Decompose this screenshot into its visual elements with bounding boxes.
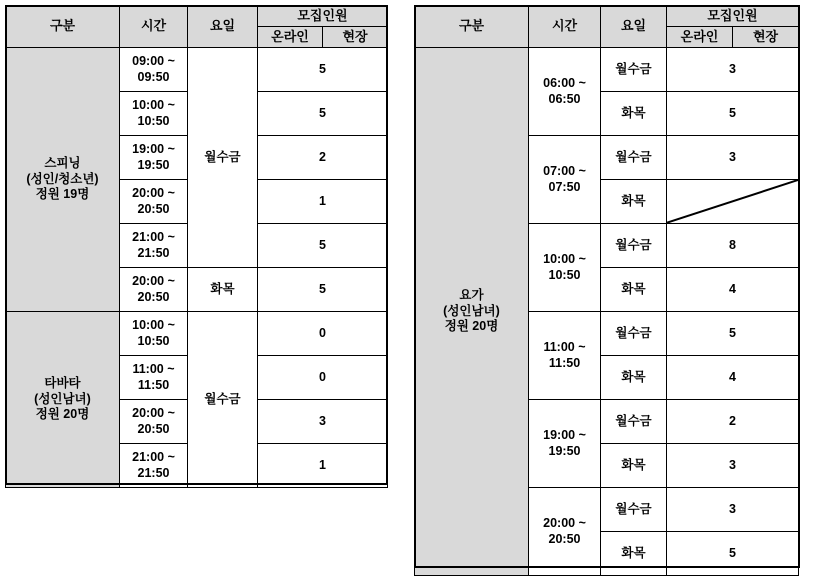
time-cell — [529, 48, 601, 136]
time-start: 20:00 ~ — [543, 515, 586, 530]
header-row-1 — [415, 6, 799, 27]
count-cell-unavailable — [667, 180, 799, 224]
right-schedule-table — [414, 5, 799, 576]
day-cell: 화목 — [601, 356, 667, 400]
header-day: 요일 — [188, 6, 258, 48]
group-name-line1: 스피닝 — [44, 156, 81, 171]
count-cell: 0 — [258, 312, 388, 356]
time-cell — [120, 180, 188, 224]
day-cell: 화목 — [601, 444, 667, 488]
time-end: 20:50 — [548, 531, 581, 546]
time-end: 11:50 — [137, 377, 170, 392]
time-start: 09:00 ~ — [132, 53, 175, 68]
time-end: 11:50 — [548, 355, 581, 370]
header-capacity: 모집인원 — [258, 6, 388, 27]
day-cell: 화목 — [601, 268, 667, 312]
time-end: 10:50 — [137, 113, 170, 128]
header-onsite: 현장 — [733, 27, 799, 48]
time-cell — [529, 312, 601, 400]
time-cell — [529, 400, 601, 488]
time-end: 19:50 — [548, 443, 581, 458]
group-name-line2: (성인남녀) — [34, 391, 91, 406]
time-start: 07:00 ~ — [543, 163, 586, 178]
count-cell: 4 — [667, 356, 799, 400]
time-start: 21:00 ~ — [132, 449, 175, 464]
time-start: 06:00 ~ — [543, 75, 586, 90]
time-cell — [120, 400, 188, 444]
count-cell: 3 — [667, 444, 799, 488]
time-cell — [120, 356, 188, 400]
time-start: 11:00 ~ — [543, 339, 586, 354]
time-cell — [120, 92, 188, 136]
time-start: 20:00 ~ — [132, 273, 175, 288]
count-cell: 2 — [667, 400, 799, 444]
time-end: 20:50 — [137, 421, 170, 436]
time-start: 10:00 ~ — [132, 97, 175, 112]
day-cell: 화목 — [601, 92, 667, 136]
time-start: 20:00 ~ — [132, 405, 175, 420]
count-cell: 5 — [258, 268, 388, 312]
group-cell-yoga — [415, 48, 529, 576]
time-cell — [120, 224, 188, 268]
day-cell: 월수금 — [601, 400, 667, 444]
header-row-1 — [6, 6, 388, 27]
day-cell: 월수금 — [601, 488, 667, 532]
time-cell — [120, 136, 188, 180]
count-cell: 4 — [667, 268, 799, 312]
group-name-line2: (성인남녀) — [443, 303, 500, 318]
time-end: 20:50 — [137, 201, 170, 216]
header-online: 온라인 — [258, 27, 323, 48]
time-start: 20:00 ~ — [132, 185, 175, 200]
time-cell — [120, 312, 188, 356]
day-cell: 월수금 — [188, 48, 258, 268]
group-name-line3: 정원 19명 — [35, 187, 90, 202]
count-cell: 5 — [258, 92, 388, 136]
time-end: 10:50 — [137, 333, 170, 348]
time-start: 10:00 ~ — [543, 251, 586, 266]
day-cell: 월수금 — [601, 48, 667, 92]
header-capacity: 모집인원 — [667, 6, 799, 27]
day-cell: 월수금 — [601, 136, 667, 180]
header-group: 구분 — [415, 6, 529, 48]
header-time: 시간 — [120, 6, 188, 48]
time-start: 19:00 ~ — [543, 427, 586, 442]
count-cell: 3 — [258, 400, 388, 444]
header-time: 시간 — [529, 6, 601, 48]
group-name-line3: 정원 20명 — [35, 407, 90, 422]
day-cell: 월수금 — [188, 312, 258, 488]
count-cell: 3 — [667, 48, 799, 92]
count-cell: 5 — [667, 312, 799, 356]
day-cell: 월수금 — [601, 312, 667, 356]
time-start: 21:00 ~ — [132, 229, 175, 244]
header-online: 온라인 — [667, 27, 733, 48]
count-cell: 0 — [258, 356, 388, 400]
left-schedule-table — [5, 5, 388, 488]
count-cell: 3 — [667, 488, 799, 532]
group-name-line2: (성인/청소년) — [26, 171, 99, 186]
table-row — [6, 48, 388, 92]
time-start: 10:00 ~ — [132, 317, 175, 332]
count-cell: 5 — [258, 224, 388, 268]
time-cell — [120, 48, 188, 92]
header-day: 요일 — [601, 6, 667, 48]
day-cell: 화목 — [601, 532, 667, 576]
count-cell: 2 — [258, 136, 388, 180]
time-cell — [529, 224, 601, 312]
time-end: 10:50 — [548, 267, 581, 282]
diagonal-strike-icon — [667, 180, 798, 223]
group-cell-spinning — [6, 48, 120, 312]
group-name-line3: 정원 20명 — [444, 319, 499, 334]
group-name-line1: 타바타 — [44, 376, 81, 391]
count-cell: 5 — [667, 92, 799, 136]
time-cell — [529, 136, 601, 224]
time-cell — [120, 268, 188, 312]
time-end: 21:50 — [137, 465, 170, 480]
count-cell: 5 — [667, 532, 799, 576]
day-cell: 월수금 — [601, 224, 667, 268]
table-row — [6, 312, 388, 356]
time-start: 19:00 ~ — [132, 141, 175, 156]
count-cell: 1 — [258, 180, 388, 224]
count-cell: 8 — [667, 224, 799, 268]
time-end: 07:50 — [548, 179, 581, 194]
count-cell: 1 — [258, 444, 388, 488]
group-name-line1: 요가 — [459, 288, 484, 303]
day-cell: 화목 — [601, 180, 667, 224]
time-end: 09:50 — [137, 69, 170, 84]
count-cell: 5 — [258, 48, 388, 92]
time-end: 20:50 — [137, 289, 170, 304]
header-onsite: 현장 — [323, 27, 388, 48]
time-start: 11:00 ~ — [132, 361, 175, 376]
header-group: 구분 — [6, 6, 120, 48]
time-end: 21:50 — [137, 245, 170, 260]
time-end: 19:50 — [137, 157, 170, 172]
time-cell — [120, 444, 188, 488]
day-cell: 화목 — [188, 268, 258, 312]
group-cell-tabata — [6, 312, 120, 488]
count-cell: 3 — [667, 136, 799, 180]
time-cell — [529, 488, 601, 576]
table-row — [415, 48, 799, 92]
time-end: 06:50 — [548, 91, 581, 106]
